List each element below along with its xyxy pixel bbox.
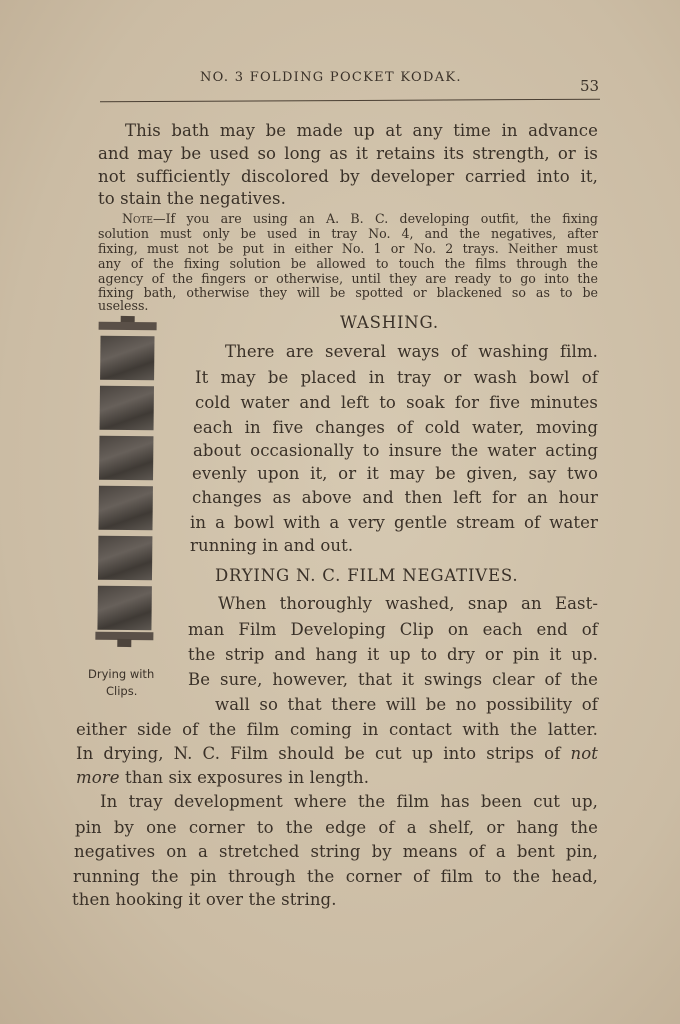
header-rule (100, 99, 600, 103)
text-line: wall so that there will be no possibility of (215, 695, 598, 714)
text-line: in a bowl with a very gentle stream of water (190, 513, 598, 532)
text-line: not sufficiently discolored by developer carried into it, (98, 167, 598, 186)
text-line: about occasionally to insure the water acting (193, 441, 598, 460)
film-strip-illustration (95, 322, 156, 641)
text-line: evenly upon it, or it may be given, say two (192, 464, 598, 483)
text-line: running in and out. (190, 536, 354, 555)
note-line: agency of the fingers or otherwise, until they are ready to go into the (98, 271, 598, 286)
text-line: the strip and hang it up to dry or pin it up. (188, 645, 598, 664)
text-line: running the pin through the corner of film to the head, (73, 867, 598, 886)
text-line: each in five changes of cold water, moving (193, 418, 598, 437)
washing-heading: WASHING. (340, 313, 439, 332)
note-line: useless. (98, 298, 149, 313)
text-line: This bath may be made up at any time in advance (125, 121, 598, 140)
text-line: In tray development where the film has been cut up, (100, 792, 598, 811)
text-line: There are several ways of washing film. (225, 342, 598, 361)
text-line: to stain the negatives. (98, 189, 286, 208)
note-line: Note—If you are using an A. B. C. developing outfit, the fixing (122, 211, 598, 226)
note-line: fixing bath, otherwise they will be spotted or blackened so as to be (98, 285, 598, 300)
text-line: either side of the film coming in contact with the latter. (76, 720, 598, 739)
text-line: negatives on a stretched string by means of a bent pin, (74, 842, 598, 861)
text-line: In drying, N. C. Film should be cut up into strips of not (76, 744, 598, 763)
note-line: any of the fixing solution be allowed to touch the films through the (98, 256, 598, 271)
text-line: then hooking it over the string. (72, 890, 337, 909)
drying-heading: DRYING N. C. FILM NEGATIVES. (215, 566, 519, 585)
text-line: cold water and left to soak for five minutes (195, 393, 598, 412)
text-line: When thoroughly washed, snap an East- (218, 594, 598, 613)
text-line: changes as above and then left for an hour (192, 488, 598, 507)
figure-caption: Clips. (106, 684, 138, 698)
text-line: pin by one corner to the edge of a shelf, or hang the (75, 818, 598, 837)
figure-caption: Drying with (88, 667, 155, 681)
page-number: 53 (580, 77, 600, 95)
text-line: and may be used so long as it retains its strength, or is (98, 144, 598, 163)
text-line: It may be placed in tray or wash bowl of (195, 368, 598, 387)
running-title: NO. 3 FOLDING POCKET KODAK. (200, 70, 462, 85)
text-line: more than six exposures in length. (76, 768, 370, 787)
text-line: Be sure, however, that it swings clear of the (188, 670, 598, 689)
note-line: solution must only be used in tray No. 4, and the negatives, after (98, 226, 598, 241)
note-label: Note (122, 211, 153, 226)
text-line: man Film Developing Clip on each end of (188, 620, 598, 639)
note-line: fixing, must not be put in either No. 1 or No. 2 trays. Neither must (98, 241, 598, 256)
